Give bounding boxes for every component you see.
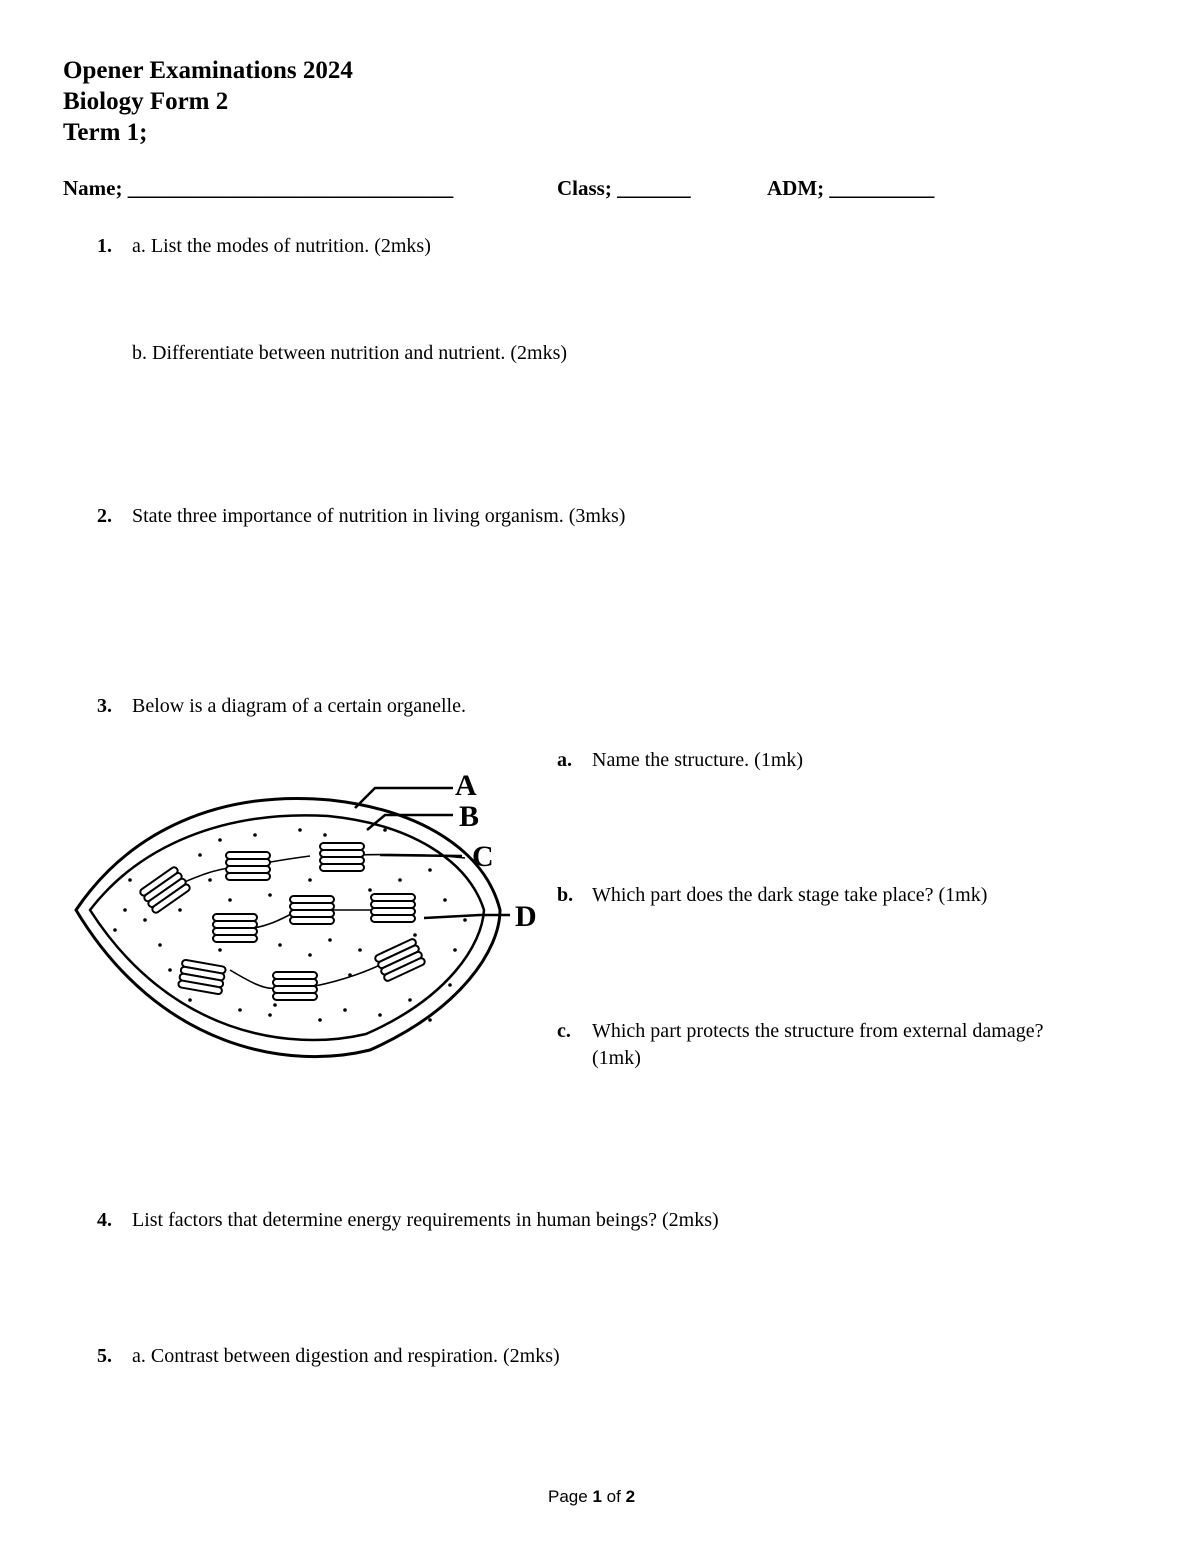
stroma-dot: [428, 868, 432, 872]
question-2-number: 2.: [97, 505, 112, 527]
granum-stack: [320, 843, 364, 871]
name-field: Name; _______________________________: [63, 176, 454, 200]
stroma-dot: [378, 1013, 382, 1017]
question-1b-text: b. Differentiate between nutrition and nutrient. (2mks): [132, 342, 568, 364]
stroma-dot: [158, 943, 162, 947]
stroma-dot: [308, 953, 312, 957]
label-c: C: [472, 840, 494, 873]
exam-subject: Biology Form 2: [63, 88, 229, 115]
question-3c-text-line2: (1mk): [592, 1047, 641, 1069]
question-4-text: List factors that determine energy requirements in human beings? (2mks): [132, 1209, 719, 1231]
stroma-dot: [343, 1008, 347, 1012]
stroma-dot: [268, 893, 272, 897]
page-word: Page: [548, 1487, 588, 1506]
adm-field: ADM; __________: [767, 176, 935, 200]
granum-stack: [139, 866, 191, 914]
stroma-dot: [113, 928, 117, 932]
stroma-dot: [308, 878, 312, 882]
question-1-number: 1.: [97, 235, 112, 257]
question-4-number: 4.: [97, 1209, 112, 1231]
stroma-dot: [238, 1008, 242, 1012]
class-field: Class; _______: [557, 176, 691, 200]
stroma-dot: [318, 1018, 322, 1022]
granum-stack: [374, 938, 426, 982]
stroma-dot: [463, 918, 467, 922]
label-b: B: [459, 800, 480, 833]
stroma-dot: [398, 878, 402, 882]
grana-stacks: [139, 843, 426, 1000]
granum-stack: [290, 896, 334, 924]
label-a: A: [455, 769, 477, 802]
granum-stack: [226, 852, 270, 880]
stroma-dot: [278, 943, 282, 947]
question-3a-letter: a.: [557, 749, 572, 771]
stroma-dot: [128, 878, 132, 882]
stroma-dot: [358, 948, 362, 952]
stroma-dot: [218, 948, 222, 952]
question-3c-text-line1: Which part protects the structure from external damage?: [592, 1020, 1044, 1042]
stroma-dot: [298, 828, 302, 832]
granum-stack: [178, 959, 226, 994]
stroma-dot: [208, 878, 212, 882]
stroma-dot: [413, 933, 417, 937]
question-3a-text: Name the structure. (1mk): [592, 749, 804, 771]
question-1a-text: a. List the modes of nutrition. (2mks): [132, 235, 431, 257]
granum-stack: [371, 894, 415, 922]
stroma-dot: [453, 948, 457, 952]
stroma-dot: [273, 1003, 277, 1007]
page-current: 1: [592, 1487, 602, 1506]
exam-term: Term 1;: [63, 119, 148, 146]
page-total: 2: [625, 1487, 636, 1506]
stroma-dot: [268, 1013, 272, 1017]
stroma-dot: [328, 938, 332, 942]
question-3c-letter: c.: [557, 1020, 571, 1042]
stroma-dot: [228, 898, 232, 902]
stroma-dot: [218, 838, 222, 842]
stroma-dot: [178, 908, 182, 912]
question-5-number: 5.: [97, 1345, 112, 1367]
stroma-dot: [143, 918, 147, 922]
question-2-text: State three importance of nutrition in living organism. (3mks): [132, 505, 626, 527]
page-footer: [548, 1487, 635, 1507]
of-word: of: [606, 1487, 621, 1506]
stroma-dot: [368, 888, 372, 892]
stroma-dot: [428, 1018, 432, 1022]
question-3b-letter: b.: [557, 884, 574, 906]
stroma-dot: [253, 833, 257, 837]
inner-membrane: [90, 815, 484, 1040]
stroma-dot: [443, 898, 447, 902]
exam-title: Opener Examinations 2024: [63, 57, 353, 84]
stroma-dot: [408, 998, 412, 1002]
question-3-text: Below is a diagram of a certain organelle.: [132, 695, 466, 717]
question-3b-text: Which part does the dark stage take place? (1mk): [592, 884, 988, 906]
stroma-dot: [448, 983, 452, 987]
stroma-dot: [323, 833, 327, 837]
granum-stack: [213, 914, 257, 942]
outer-membrane: [76, 798, 500, 1056]
granum-stack: [273, 972, 317, 1000]
stroma-dot: [383, 828, 387, 832]
stroma-dot: [168, 968, 172, 972]
stroma-dot: [188, 998, 192, 1002]
stroma-dot: [123, 908, 127, 912]
chloroplast-diagram: [70, 760, 560, 1070]
label-d: D: [515, 900, 537, 933]
question-5-text: a. Contrast between digestion and respiration. (2mks): [132, 1345, 560, 1367]
stroma-dot: [198, 853, 202, 857]
question-3-number: 3.: [97, 695, 112, 717]
